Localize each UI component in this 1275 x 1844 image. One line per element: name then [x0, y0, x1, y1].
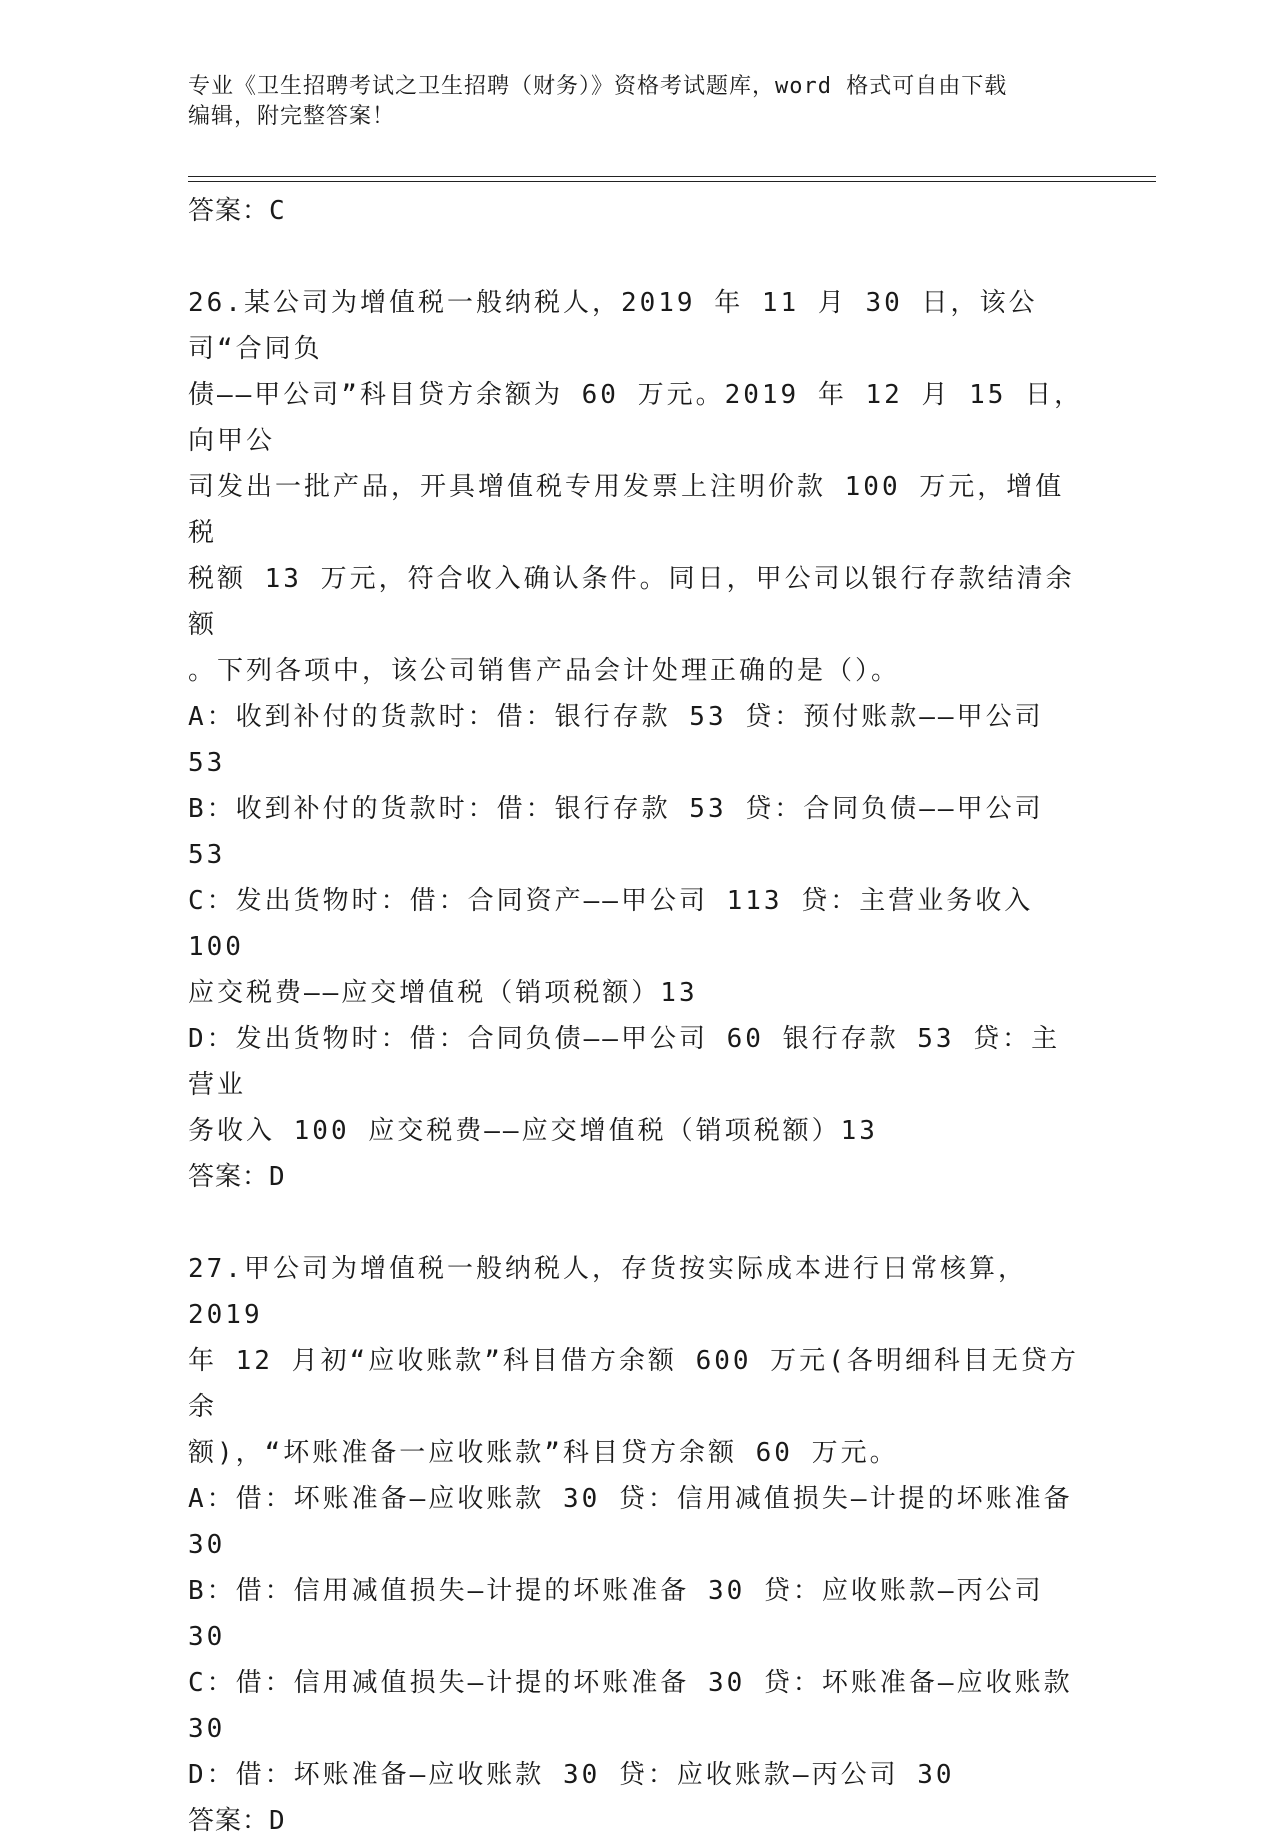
- answer-27: 答案：D: [188, 1806, 286, 1836]
- question-26-stem-line-4: 税额 13 万元，符合收入确认条件。同日，甲公司以银行存款结清余额: [188, 564, 1075, 640]
- question-26-option-c-line-1: C：发出货物时：借：合同资产——甲公司 113 贷：主营业务收入 100: [188, 886, 1034, 962]
- question-26-option-d-line-1: D：发出货物时：借：合同负债——甲公司 60 银行存款 53 贷：主营业: [188, 1024, 1061, 1100]
- question-27-option-d: D：借：坏账准备—应收账款 30 贷：应收账款—丙公司 30: [188, 1760, 955, 1790]
- header-line-2: 编辑，附完整答案！: [188, 104, 396, 129]
- question-27-option-c-line-1: C：借：信用减值损失—计提的坏账准备 30 贷：坏账准备—应收账款: [188, 1668, 1073, 1698]
- question-27-option-c-line-2: 30: [188, 1714, 226, 1744]
- header-line-1: 专业《卫生招聘考试之卫生招聘（财务）》资格考试题库，word 格式可自由下载: [188, 74, 1008, 99]
- question-27-stem-line-1: 27.甲公司为增值税一般纳税人，存货按实际成本进行日常核算，2019: [188, 1254, 1027, 1330]
- question-27-stem-line-3: 额)，“坏账准备一应收账款”科目贷方余额 60 万元。: [188, 1438, 899, 1468]
- question-27-option-a-line-2: 30: [188, 1530, 226, 1560]
- question-26-option-c-line-2: 应交税费——应交增值税（销项税额）13: [188, 978, 698, 1008]
- answer-25: 答案：C: [188, 196, 286, 226]
- question-26-option-b: B：收到补付的货款时：借：银行存款 53 贷：合同负债——甲公司 53: [188, 794, 1044, 870]
- question-26-stem-line-1: 26.某公司为增值税一般纳税人，2019 年 11 月 30 日，该公司“合同负: [188, 288, 1038, 364]
- question-26-stem-line-2: 债——甲公司”科目贷方余额为 60 万元。2019 年 12 月 15 日，向甲公: [188, 380, 1084, 456]
- document-body: [188, 188, 1088, 1844]
- header-divider: [188, 176, 1156, 182]
- question-27-option-b: B：借：信用减值损失—计提的坏账准备 30 贷：应收账款—丙公司 30: [188, 1576, 1044, 1652]
- question-26-stem-line-3: 司发出一批产品，开具增值税专用发票上注明价款 100 万元，增值税: [188, 472, 1065, 548]
- question-27-stem-line-2: 年 12 月初“应收账款”科目借方余额 600 万元(各明细科目无贷方余: [188, 1346, 1079, 1422]
- question-26-option-d-line-2: 务收入 100 应交税费——应交增值税（销项税额）13: [188, 1116, 878, 1146]
- document-header: [188, 72, 1088, 132]
- answer-26: 答案：D: [188, 1162, 286, 1192]
- question-26-stem-line-5: 。下列各项中，该公司销售产品会计处理正确的是（）。: [188, 656, 901, 686]
- question-27-option-a-line-1: A：借：坏账准备—应收账款 30 贷：信用减值损失—计提的坏账准备: [188, 1484, 1073, 1514]
- question-26-option-a: A：收到补付的货款时：借：银行存款 53 贷：预付账款——甲公司 53: [188, 702, 1044, 778]
